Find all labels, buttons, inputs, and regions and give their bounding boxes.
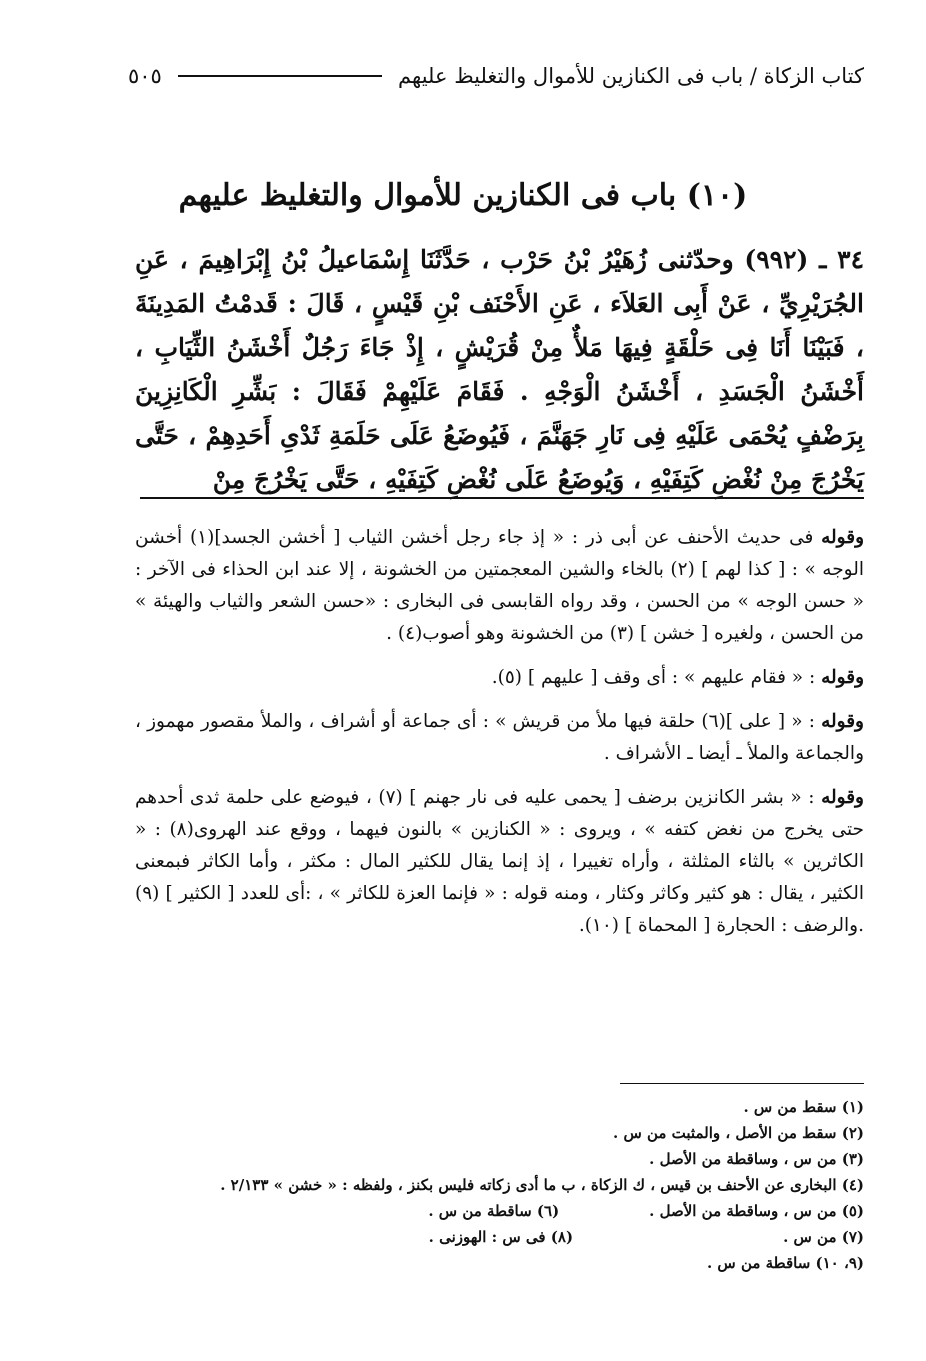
commentary-keyword: وقوله — [821, 527, 865, 548]
commentary-keyword: وقوله — [821, 787, 864, 808]
footnote: (٩، ١٠) ساقطة من س . — [706, 1254, 864, 1272]
chapter-title: (١٠) باب فى الكنازين للأموال والتغليظ عليهم — [178, 178, 748, 213]
commentary-text: : « فقام عليهم » : أى وقف [ عليهم ] (٥). — [491, 667, 822, 688]
commentary-text: فى حديث الأحنف عن أبى ذر : « إذ جاء رجل أخشن الثياب [ أخشن الجسد](١) أخشن الوجه » : [ كذا لهم ] (٢) بالخاء والشين المعجمتين من الخشونة ، إلا عند ابن الحذاء فى الآخر : « حسن الوجه » من الحسن ، وقد رواه القابسى فى البخارى : «حسن الشعر والثياب والهيئة » من الحسن ، ولغيره [ خشن ] (٣) من الخشونة وهو أصوب(٤) . — [135, 527, 864, 644]
commentary-paragraph — [135, 522, 864, 650]
footnote-row — [135, 1172, 864, 1198]
footnote-row — [135, 1120, 864, 1146]
commentary-text: : « [ على ](٦) حلقة فيها ملأ من قريش » : أى جماعة أو أشراف ، والملأ مقصور مهموز ، والجماعة والملأ ـ أيضا ـ الأشراف . — [135, 711, 864, 764]
commentary-paragraph — [135, 662, 864, 694]
footnote: (٦) ساقطة من س . — [428, 1202, 560, 1220]
commentary-paragraph — [135, 706, 864, 770]
footnote: (٧) من س . — [783, 1228, 864, 1246]
running-title: كتاب الزكاة / باب فى الكنازين للأموال والتغليظ عليهم — [398, 64, 864, 88]
header-rule — [178, 75, 382, 77]
footnote-row — [135, 1146, 864, 1172]
footnote: (٥) من س ، وساقطة من الأصل . — [649, 1202, 864, 1220]
footnote: (٣) من س ، وساقطة من الأصل . — [649, 1150, 864, 1168]
commentary-keyword: وقوله — [821, 711, 864, 732]
section-divider — [140, 497, 864, 499]
hadith-text-block — [135, 238, 864, 502]
running-header — [128, 60, 864, 92]
commentary-block — [135, 522, 864, 954]
footnote-row — [135, 1198, 864, 1224]
footnote-divider — [620, 1083, 864, 1084]
commentary-keyword: وقوله — [821, 667, 864, 688]
footnote: (٤) البخارى عن الأحنف بن قيس ، ك الزكاة ، ب ما أدى زكاته فليس بكنز ، ولفظه : « خشن » ٢/١٣٣ . — [220, 1176, 864, 1194]
footnote-row — [135, 1224, 864, 1250]
hadith-text: ٣٤ ـ (٩٩٢) وحدّثنى زُهَيْرُ بْنُ حَرْب ، حَدَّثَنَا إِسْمَاعيلُ بْنُ إِبْرَاهِيمَ ، عَنِ الجُرَيْرِيِّ ، عَنْ أَبِى العَلاَء ، عَنِ الأَحْنَف بْنِ قَيْسٍ ، قَالَ : قَدمْتُ المَدِينَةَ ، فَبَيْنَا أَنَا فِى حَلْقَةٍ فِيهَا مَلأٌ مِنْ قُرَيْشٍ ، إِذْ جَاءَ رَجُلٌ أَخْشَنُ الثِّيَابِ ، أَخْشَنُ الْجَسَدِ ، أَخْشَنُ الْوَجْهِ . فَقَامَ عَلَيْهِمْ فَقَالَ : بَشِّرِ الْكَانِزِينَ بِرَضْفٍ يُحْمَى عَلَيْهِ فِى نَارِ جَهَنَّمَ ، فَيُوضَعُ عَلَى حَلَمَةِ ثَدْىِ أَحَدِهِمْ ، حَتَّى يَخْرُجَ مِنْ نُغْضِ كَتِفَيْهِ ، وَيُوضَعُ عَلَى نُغْضِ كَتِفَيْهِ ، حَتَّى يَخْرُجَ مِنْ — [135, 245, 864, 494]
footnotes — [135, 1094, 864, 1276]
commentary-text: : « بشر الكانزين برضف [ يحمى عليه فى نار جهنم ] (٧) ، فيوضع على حلمة ثدى أحدهم حتى يخرج من نغض كتفه » ، ويروى : « الكنازين » بالنون فيهما ، ووقع عند الهروى(٨) : « الكاثرين » بالثاء المثلثة ، وأراه تغييرا ، إذ إنما يقال للكثير المال : مكثر ، وأما الكاثر فبمعنى الكثير ، يقال : هو كثير وكاثر وكثار ، ومنه قوله : « فإنما العزة للكاثر » ، :أى للعدد [ الكثير ] (٩) .والرضف : الحجارة [ المحماة ] (١٠). — [135, 787, 864, 936]
page-number: ٥٠٥ — [128, 64, 162, 88]
footnote: (١) سقط من س . — [743, 1098, 864, 1116]
commentary-paragraph — [135, 782, 864, 942]
footnote: (٨) فى س : الهوزنى . — [428, 1228, 574, 1246]
footnote: (٢) سقط من الأصل ، والمثبت من س . — [613, 1124, 864, 1142]
footnote-row — [135, 1094, 864, 1120]
footnote-row — [135, 1250, 864, 1276]
